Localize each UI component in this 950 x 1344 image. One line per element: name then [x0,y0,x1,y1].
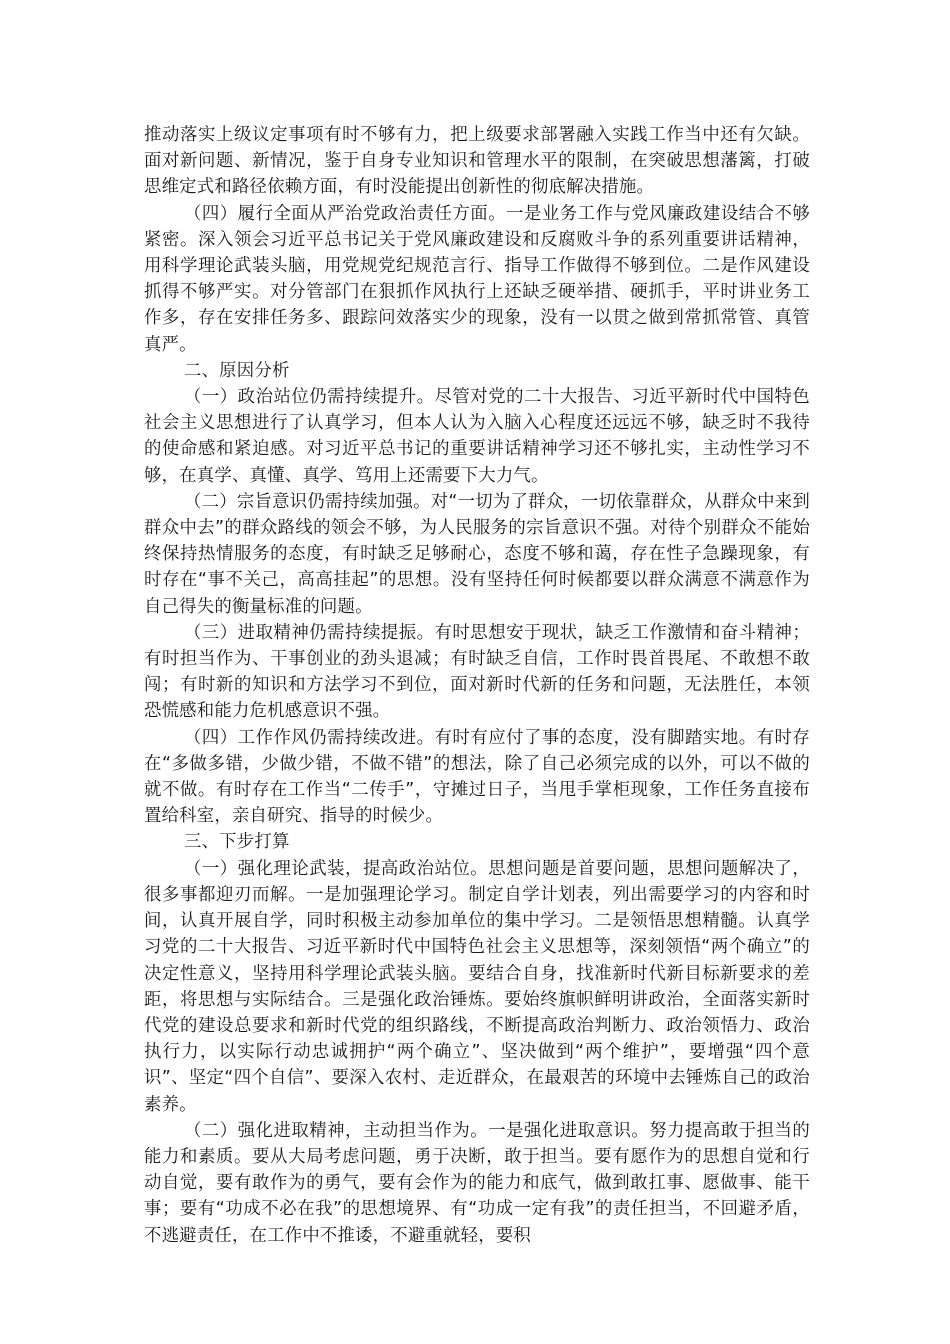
document-page [144,122,810,1249]
paragraph-section-1-4: （四）履行全面从严治党政治责任方面。一是业务工作与党风廉政建设结合不够紧密。深入领会习近平总书记关于党风廉政建设和反腐败斗争的系列重要讲话精神，用科学理论武装头脑，用党规党纪规范言行、指导工作做得不够到位。二是作风建设抓得不够严实。对分管部门在狠抓作风执行上还缺乏硬举措、硬抓手，平时讲业务工作多，存在安排任务多、跟踪问效落实少的现象，没有一以贯之做到常抓常管、真管真严。 [144,203,810,355]
heading-cause-analysis: 二、原因分析 [184,360,290,381]
paragraph-cause-2: （二）宗旨意识仍需持续加强。对“一切为了群众，一切依靠群众，从群众中来到群众中去”的群众路线的领会不够，为人民服务的宗旨意识不强。对待个别群众不能始终保持热情服务的态度，有时缺乏足够耐心，态度不够和蔼，存在性子急躁现象，有时存在“事不关己，高高挂起”的思想。没有坚持任何时候都要以群众满意不满意作为自己得失的衡量标准的问题。 [144,491,810,617]
paragraph-cause-1: （一）政治站位仍需持续提升。尽管对党的二十大报告、习近平新时代中国特色社会主义思想进行了认真学习，但本人认为入脑入心程度还远远不够，缺乏时不我待的使命感和紧迫感。对习近平总书记的重要讲话精神学习还不够扎实，主动性学习不够，在真学、真懂、真学、笃用上还需要下大力气。 [144,387,810,486]
paragraph-plan-2: （二）强化进取精神，主动担当作为。一是强化进取意识。努力提高敢于担当的能力和素质。要从大局考虑问题，勇于决断，敢于担当。要有愿作为的思想自觉和行动自觉，要有敢作为的勇气，要有会作为的能力和底气，做到敢扛事、愿做事、能干事；要有“功成不必在我”的思想境界、有“功成一定有我”的责任担当，不回避矛盾，不逃避责任，在工作中不推诿，不避重就轻，要积 [144,1120,810,1246]
paragraph-cause-3: （三）进取精神仍需持续提振。有时思想安于现状，缺乏工作激情和奋斗精神；有时担当作为、干事创业的劲头退减；有时缺乏自信，工作时畏首畏尾、不敢想不敢闯；有时新的知识和方法学习不到位，面对新时代新的任务和问题，无法胜任，本领恐慌感和能力危机感意识不强。 [144,622,810,722]
paragraph-plan-1: （一）强化理论武装，提高政治站位。思想问题是首要问题，思想问题解决了，很多事都迎刃而解。一是加强理论学习。制定自学计划表，列出需要学习的内容和时间，认真开展自学，同时积极主动参加单位的集中学习。二是领悟思想精髓。认真学习党的二十大报告、习近平新时代中国特色社会主义思想等，深刻领悟“两个确立”的决定性意义，坚持用科学理论武装头脑。要结合自身，找准新时代新目标新要求的差距，将思想与实际结合。三是强化政治锤炼。要始终旗帜鲜明讲政治，全面落实新时代党的建设总要求和新时代党的组织路线，不断提高政治判断力、政治领悟力、政治执行力，以实际行动忠诚拥护“两个确立”、坚决做到“两个维护”，要增强“四个意识”、坚定“四个自信”、要深入农村、走近群众，在最艰苦的环境中去锤炼自己的政治素养。 [144,858,810,1115]
paragraph-cause-4: （四）工作作风仍需持续改进。有时有应付了事的态度，没有脚踏实地。有时存在“多做多错，少做少错，不做不错”的想法，除了自己必须完成的以外，可以不做的就不做。有时存在工作当“二传手”，守摊过日子，当甩手掌柜现象，工作任务直接布置给科室，亲自研究、指导的时候少。 [144,727,810,827]
paragraph-continuation: 推动落实上级议定事项有时不够有力，把上级要求部署融入实践工作当中还有欠缺。面对新问题、新情况，鉴于自身专业知识和管理水平的限制，在突破思想藩篱，打破思维定式和路径依赖方面，有时没能提出创新性的彻底解决措施。 [144,125,810,198]
heading-next-steps: 三、下步打算 [184,832,290,853]
